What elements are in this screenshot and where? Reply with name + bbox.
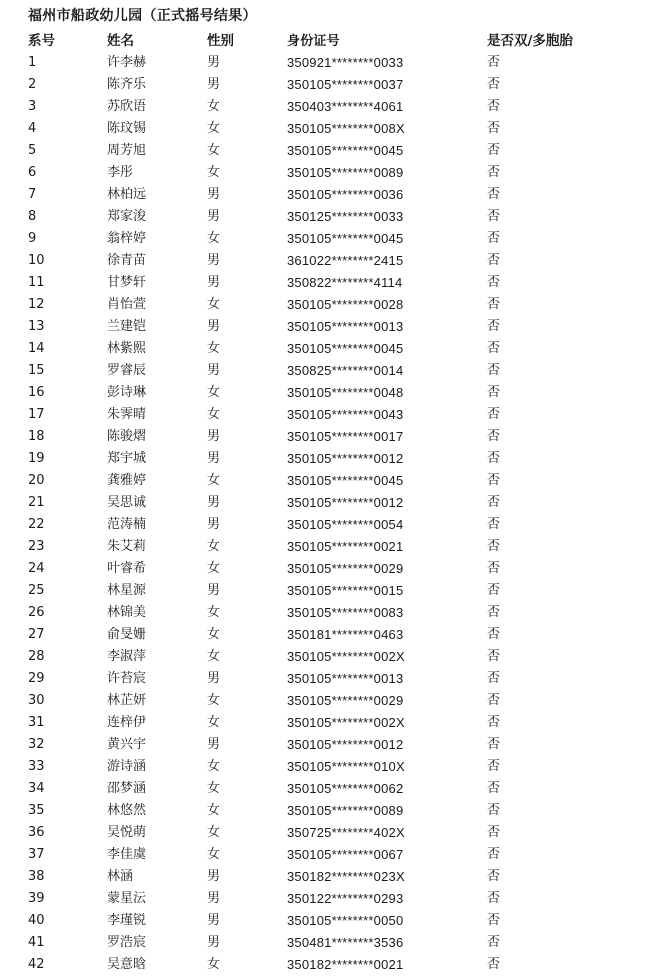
cell-serial-number: 27 xyxy=(28,627,45,642)
cell-name: 吴意晗 xyxy=(107,957,147,972)
cell-gender: 女 xyxy=(207,825,221,840)
cell-name: 李佳虞 xyxy=(107,847,147,862)
table-row xyxy=(0,712,659,734)
cell-gender: 女 xyxy=(207,473,221,488)
cell-id-number: 350105********0045 xyxy=(287,341,404,356)
cell-gender: 女 xyxy=(207,121,221,136)
cell-id-number: 350182********0021 xyxy=(287,957,404,972)
cell-name: 陈玟锡 xyxy=(107,121,147,136)
cell-name: 龚雅婷 xyxy=(107,473,147,488)
cell-twins-multiples: 否 xyxy=(487,363,501,378)
cell-twins-multiples: 否 xyxy=(487,913,501,928)
cell-name: 罗睿辰 xyxy=(107,363,147,378)
cell-serial-number: 34 xyxy=(28,781,45,796)
cell-name: 苏欣语 xyxy=(107,99,147,114)
table-row xyxy=(0,140,659,162)
cell-id-number: 350105********0029 xyxy=(287,561,404,576)
table-row xyxy=(0,96,659,118)
cell-name: 林涵 xyxy=(107,869,134,884)
cell-gender: 女 xyxy=(207,781,221,796)
cell-id-number: 350822********4114 xyxy=(287,275,403,290)
cell-serial-number: 24 xyxy=(28,561,45,576)
cell-name: 吴思诚 xyxy=(107,495,147,510)
table-row xyxy=(0,866,659,888)
table-row xyxy=(0,206,659,228)
cell-twins-multiples: 否 xyxy=(487,759,501,774)
cell-name: 许苔宸 xyxy=(107,671,147,686)
cell-name: 郑家浚 xyxy=(107,209,147,224)
cell-gender: 女 xyxy=(207,143,221,158)
table-row xyxy=(0,734,659,756)
cell-name: 林悠然 xyxy=(107,803,147,818)
cell-serial-number: 42 xyxy=(28,957,45,972)
table-row xyxy=(0,888,659,910)
cell-id-number: 350481********3536 xyxy=(287,935,404,950)
cell-id-number: 350105********0062 xyxy=(287,781,404,796)
table-row xyxy=(0,558,659,580)
cell-serial-number: 8 xyxy=(28,209,37,224)
cell-gender: 男 xyxy=(207,275,221,290)
cell-serial-number: 12 xyxy=(28,297,45,312)
cell-twins-multiples: 否 xyxy=(487,165,501,180)
header-serial-number: 系号 xyxy=(28,33,55,49)
cell-twins-multiples: 否 xyxy=(487,935,501,950)
cell-serial-number: 37 xyxy=(28,847,45,862)
table-row xyxy=(0,404,659,426)
table-row xyxy=(0,492,659,514)
cell-gender: 男 xyxy=(207,451,221,466)
cell-serial-number: 6 xyxy=(28,165,37,180)
cell-serial-number: 33 xyxy=(28,759,45,774)
cell-serial-number: 36 xyxy=(28,825,45,840)
table-row xyxy=(0,624,659,646)
cell-name: 蒙星沄 xyxy=(107,891,147,906)
table-row xyxy=(0,382,659,404)
cell-serial-number: 18 xyxy=(28,429,45,444)
cell-twins-multiples: 否 xyxy=(487,55,501,70)
cell-twins-multiples: 否 xyxy=(487,209,501,224)
cell-twins-multiples: 否 xyxy=(487,605,501,620)
cell-name: 林星源 xyxy=(107,583,147,598)
cell-gender: 女 xyxy=(207,99,221,114)
cell-name: 游诗涵 xyxy=(107,759,147,774)
table-body xyxy=(0,52,659,976)
table-row xyxy=(0,844,659,866)
cell-gender: 男 xyxy=(207,517,221,532)
cell-serial-number: 7 xyxy=(28,187,37,202)
cell-serial-number: 30 xyxy=(28,693,45,708)
cell-twins-multiples: 否 xyxy=(487,539,501,554)
cell-gender: 女 xyxy=(207,715,221,730)
cell-name: 兰建铠 xyxy=(107,319,147,334)
cell-twins-multiples: 否 xyxy=(487,341,501,356)
header-twins-multiples: 是否双/多胞胎 xyxy=(487,33,573,49)
cell-name: 陈骏熠 xyxy=(107,429,147,444)
cell-twins-multiples: 否 xyxy=(487,429,501,444)
cell-serial-number: 2 xyxy=(28,77,37,92)
cell-id-number: 350105********0089 xyxy=(287,165,404,180)
cell-id-number: 350105********0036 xyxy=(287,187,404,202)
cell-serial-number: 38 xyxy=(28,869,45,884)
cell-serial-number: 4 xyxy=(28,121,37,136)
cell-name: 朱艾莉 xyxy=(107,539,147,554)
cell-id-number: 350105********0017 xyxy=(287,429,404,444)
table-row xyxy=(0,756,659,778)
cell-twins-multiples: 否 xyxy=(487,671,501,686)
table-row xyxy=(0,360,659,382)
cell-serial-number: 26 xyxy=(28,605,45,620)
cell-gender: 男 xyxy=(207,77,221,92)
cell-id-number: 350105********008X xyxy=(287,121,405,136)
cell-name: 叶睿希 xyxy=(107,561,147,576)
cell-id-number: 350105********0013 xyxy=(287,671,404,686)
cell-gender: 女 xyxy=(207,649,221,664)
cell-gender: 男 xyxy=(207,363,221,378)
cell-id-number: 350105********0029 xyxy=(287,693,404,708)
table-row xyxy=(0,800,659,822)
table-row xyxy=(0,536,659,558)
table-row xyxy=(0,250,659,272)
cell-serial-number: 5 xyxy=(28,143,37,158)
cell-name: 林芷妍 xyxy=(107,693,147,708)
table-row xyxy=(0,646,659,668)
cell-gender: 女 xyxy=(207,341,221,356)
cell-name: 李淑萍 xyxy=(107,649,147,664)
cell-serial-number: 20 xyxy=(28,473,45,488)
cell-twins-multiples: 否 xyxy=(487,715,501,730)
cell-gender: 女 xyxy=(207,605,221,620)
cell-name: 俞旻姗 xyxy=(107,627,147,642)
header-id-number: 身份证号 xyxy=(287,33,340,48)
cell-serial-number: 39 xyxy=(28,891,45,906)
cell-id-number: 350105********0012 xyxy=(287,495,404,510)
cell-twins-multiples: 否 xyxy=(487,297,501,312)
table-row xyxy=(0,932,659,954)
cell-gender: 女 xyxy=(207,165,221,180)
cell-id-number: 350181********0463 xyxy=(287,627,404,642)
cell-id-number: 350105********0028 xyxy=(287,297,404,312)
cell-serial-number: 41 xyxy=(28,935,45,950)
cell-id-number: 350122********0293 xyxy=(287,891,404,906)
cell-id-number: 350125********0033 xyxy=(287,209,404,224)
table-row xyxy=(0,316,659,338)
cell-twins-multiples: 否 xyxy=(487,385,501,400)
table-row xyxy=(0,74,659,96)
cell-id-number: 350105********0067 xyxy=(287,847,404,862)
cell-name: 甘梦轩 xyxy=(107,275,147,290)
cell-serial-number: 15 xyxy=(28,363,45,378)
cell-id-number: 350105********0048 xyxy=(287,385,404,400)
cell-serial-number: 16 xyxy=(28,385,45,400)
cell-id-number: 350725********402X xyxy=(287,825,405,840)
cell-id-number: 350105********0012 xyxy=(287,737,404,752)
cell-gender: 女 xyxy=(207,231,221,246)
cell-name: 黄兴宇 xyxy=(107,737,147,752)
cell-gender: 男 xyxy=(207,55,221,70)
cell-serial-number: 19 xyxy=(28,451,45,466)
table-row xyxy=(0,338,659,360)
cell-serial-number: 10 xyxy=(28,253,45,268)
table-row xyxy=(0,690,659,712)
table-row xyxy=(0,52,659,74)
cell-name: 邵梦涵 xyxy=(107,781,147,796)
cell-twins-multiples: 否 xyxy=(487,781,501,796)
cell-twins-multiples: 否 xyxy=(487,869,501,884)
cell-id-number: 350825********0014 xyxy=(287,363,404,378)
cell-name: 肖怡萱 xyxy=(107,297,147,312)
cell-name: 林柏远 xyxy=(107,187,147,202)
cell-gender: 男 xyxy=(207,319,221,334)
cell-twins-multiples: 否 xyxy=(487,473,501,488)
cell-gender: 男 xyxy=(207,429,221,444)
table-row xyxy=(0,470,659,492)
cell-gender: 男 xyxy=(207,583,221,598)
cell-serial-number: 23 xyxy=(28,539,45,554)
cell-twins-multiples: 否 xyxy=(487,451,501,466)
cell-gender: 男 xyxy=(207,209,221,224)
table-row xyxy=(0,668,659,690)
cell-twins-multiples: 否 xyxy=(487,495,501,510)
table-row xyxy=(0,272,659,294)
cell-gender: 男 xyxy=(207,891,221,906)
cell-name: 范涛楠 xyxy=(107,517,147,532)
cell-gender: 男 xyxy=(207,495,221,510)
cell-id-number: 350921********0033 xyxy=(287,55,404,70)
page-title: 福州市船政幼儿园（正式摇号结果） xyxy=(28,8,257,24)
cell-id-number: 350403********4061 xyxy=(287,99,404,114)
cell-serial-number: 25 xyxy=(28,583,45,598)
cell-serial-number: 13 xyxy=(28,319,45,334)
header-name: 姓名 xyxy=(107,33,134,49)
cell-twins-multiples: 否 xyxy=(487,847,501,862)
cell-name: 翁梓婷 xyxy=(107,231,147,246)
lottery-result-table xyxy=(0,30,659,976)
cell-serial-number: 22 xyxy=(28,517,45,532)
table-row xyxy=(0,294,659,316)
header-gender: 性别 xyxy=(207,33,234,49)
table-row xyxy=(0,602,659,624)
cell-twins-multiples: 否 xyxy=(487,583,501,598)
cell-serial-number: 40 xyxy=(28,913,45,928)
cell-gender: 女 xyxy=(207,561,221,576)
cell-gender: 女 xyxy=(207,297,221,312)
cell-serial-number: 21 xyxy=(28,495,45,510)
cell-gender: 男 xyxy=(207,737,221,752)
cell-twins-multiples: 否 xyxy=(487,319,501,334)
cell-gender: 女 xyxy=(207,957,221,972)
table-row xyxy=(0,184,659,206)
table-row xyxy=(0,228,659,250)
cell-id-number: 350105********0037 xyxy=(287,77,404,92)
table-row xyxy=(0,822,659,844)
cell-gender: 女 xyxy=(207,803,221,818)
cell-serial-number: 28 xyxy=(28,649,45,664)
cell-twins-multiples: 否 xyxy=(487,187,501,202)
cell-gender: 男 xyxy=(207,869,221,884)
table-row xyxy=(0,954,659,976)
cell-gender: 女 xyxy=(207,539,221,554)
cell-id-number: 350105********0045 xyxy=(287,231,404,246)
cell-id-number: 350105********0043 xyxy=(287,407,404,422)
cell-name: 周芳旭 xyxy=(107,143,147,158)
table-row xyxy=(0,448,659,470)
table-header-row xyxy=(0,30,659,52)
cell-gender: 男 xyxy=(207,187,221,202)
cell-twins-multiples: 否 xyxy=(487,957,501,972)
cell-id-number: 350105********0054 xyxy=(287,517,404,532)
cell-id-number: 350105********0013 xyxy=(287,319,404,334)
cell-gender: 男 xyxy=(207,253,221,268)
cell-name: 朱霁晴 xyxy=(107,407,147,422)
cell-gender: 男 xyxy=(207,671,221,686)
cell-name: 徐青苗 xyxy=(107,253,147,268)
cell-serial-number: 17 xyxy=(28,407,45,422)
cell-twins-multiples: 否 xyxy=(487,693,501,708)
cell-name: 李瑾锐 xyxy=(107,913,147,928)
cell-twins-multiples: 否 xyxy=(487,649,501,664)
cell-id-number: 350105********0045 xyxy=(287,473,404,488)
cell-twins-multiples: 否 xyxy=(487,561,501,576)
cell-twins-multiples: 否 xyxy=(487,121,501,136)
cell-gender: 女 xyxy=(207,385,221,400)
cell-serial-number: 9 xyxy=(28,231,37,246)
cell-id-number: 350105********002X xyxy=(287,649,405,664)
cell-gender: 女 xyxy=(207,759,221,774)
cell-serial-number: 31 xyxy=(28,715,45,730)
cell-serial-number: 32 xyxy=(28,737,45,752)
cell-id-number: 350105********0045 xyxy=(287,143,404,158)
cell-gender: 男 xyxy=(207,913,221,928)
cell-serial-number: 3 xyxy=(28,99,37,114)
cell-twins-multiples: 否 xyxy=(487,825,501,840)
table-row xyxy=(0,910,659,932)
cell-id-number: 350105********0012 xyxy=(287,451,404,466)
cell-id-number: 350105********0021 xyxy=(287,539,404,554)
cell-name: 罗浩宸 xyxy=(107,935,147,950)
cell-serial-number: 1 xyxy=(28,55,37,70)
table-row xyxy=(0,580,659,602)
cell-twins-multiples: 否 xyxy=(487,517,501,532)
cell-twins-multiples: 否 xyxy=(487,275,501,290)
cell-twins-multiples: 否 xyxy=(487,407,501,422)
cell-name: 郑宇城 xyxy=(107,451,147,466)
cell-name: 彭诗琳 xyxy=(107,385,147,400)
cell-id-number: 350105********0083 xyxy=(287,605,404,620)
cell-gender: 男 xyxy=(207,935,221,950)
cell-serial-number: 29 xyxy=(28,671,45,686)
cell-id-number: 350105********0050 xyxy=(287,913,404,928)
cell-name: 许李赫 xyxy=(107,55,147,70)
cell-id-number: 350105********010X xyxy=(287,759,405,774)
table-row xyxy=(0,162,659,184)
cell-serial-number: 11 xyxy=(28,275,45,290)
table-row xyxy=(0,514,659,536)
cell-twins-multiples: 否 xyxy=(487,143,501,158)
cell-name: 吴悦萌 xyxy=(107,825,147,840)
cell-gender: 女 xyxy=(207,847,221,862)
cell-twins-multiples: 否 xyxy=(487,803,501,818)
cell-twins-multiples: 否 xyxy=(487,99,501,114)
cell-twins-multiples: 否 xyxy=(487,253,501,268)
cell-gender: 女 xyxy=(207,627,221,642)
table-row xyxy=(0,426,659,448)
cell-id-number: 350105********0089 xyxy=(287,803,404,818)
cell-name: 林锦美 xyxy=(107,605,147,620)
cell-twins-multiples: 否 xyxy=(487,737,501,752)
cell-serial-number: 35 xyxy=(28,803,45,818)
cell-gender: 女 xyxy=(207,693,221,708)
cell-name: 陈齐乐 xyxy=(107,77,147,92)
cell-id-number: 350105********0015 xyxy=(287,583,404,598)
cell-name: 连梓伊 xyxy=(107,715,147,730)
cell-twins-multiples: 否 xyxy=(487,231,501,246)
cell-name: 林紫熙 xyxy=(107,341,147,356)
cell-gender: 女 xyxy=(207,407,221,422)
cell-id-number: 350105********002X xyxy=(287,715,405,730)
cell-name: 李彤 xyxy=(107,165,134,180)
cell-twins-multiples: 否 xyxy=(487,77,501,92)
table-row xyxy=(0,118,659,140)
cell-id-number: 350182********023X xyxy=(287,869,405,884)
cell-id-number: 361022********2415 xyxy=(287,253,404,268)
table-row xyxy=(0,778,659,800)
cell-twins-multiples: 否 xyxy=(487,891,501,906)
cell-serial-number: 14 xyxy=(28,341,45,356)
cell-twins-multiples: 否 xyxy=(487,627,501,642)
